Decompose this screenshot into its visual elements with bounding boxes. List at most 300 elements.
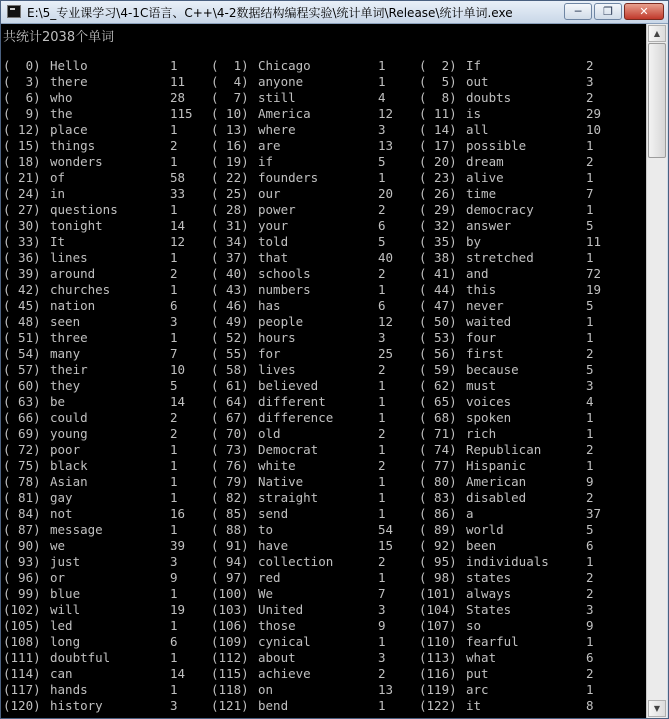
word-text: many xyxy=(50,346,81,361)
word-count: 3 xyxy=(586,74,594,89)
word-text: individuals xyxy=(466,554,549,569)
word-count: 7 xyxy=(586,186,594,201)
word-text: America xyxy=(258,106,311,121)
word-count: 10 xyxy=(170,362,186,377)
word-count: 15 xyxy=(378,538,394,553)
window-title: E:\5_专业课学习\4-1C语言、C++\4-2数据结构编程实验\统计单词\Release\统计单词.exe xyxy=(27,6,513,20)
word-count: 1 xyxy=(170,250,178,265)
console-line xyxy=(1,218,646,234)
word-count: 6 xyxy=(378,218,386,233)
maximize-button[interactable]: ❐ xyxy=(594,3,622,20)
close-button[interactable]: ✕ xyxy=(624,3,664,20)
word-count: 13 xyxy=(378,138,394,153)
word-text: cynical xyxy=(258,634,311,649)
word-text: doubts xyxy=(466,90,512,105)
word-count: 7 xyxy=(378,586,386,601)
word-text: blue xyxy=(50,586,81,601)
word-text: four xyxy=(466,330,497,345)
word-count: 14 xyxy=(170,666,186,681)
word-index: ( 89) xyxy=(419,522,457,537)
word-index: ( 91) xyxy=(211,538,249,553)
word-index: ( 54) xyxy=(3,346,41,361)
word-index: ( 32) xyxy=(419,218,457,233)
word-index: ( 27) xyxy=(3,202,41,217)
word-count: 1 xyxy=(170,202,178,217)
word-index: (109) xyxy=(211,634,249,649)
word-count: 9 xyxy=(170,570,178,585)
console-line xyxy=(1,554,646,570)
word-text: who xyxy=(50,90,73,105)
word-count: 72 xyxy=(586,266,602,281)
word-text: people xyxy=(258,314,304,329)
word-count: 1 xyxy=(378,442,386,457)
word-count: 2 xyxy=(586,586,594,601)
word-index: ( 15) xyxy=(3,138,41,153)
word-index: ( 98) xyxy=(419,570,457,585)
word-text: be xyxy=(50,394,66,409)
word-text: disabled xyxy=(466,490,527,505)
word-text: hours xyxy=(258,330,296,345)
word-text: their xyxy=(50,362,88,377)
word-text: this xyxy=(466,282,497,297)
word-count: 1 xyxy=(586,202,594,217)
word-count: 1 xyxy=(586,170,594,185)
console-line xyxy=(1,682,646,698)
scroll-up-arrow-icon[interactable]: ▲ xyxy=(648,25,666,42)
word-count: 1 xyxy=(170,522,178,537)
word-text: time xyxy=(466,186,497,201)
word-index: ( 84) xyxy=(3,506,41,521)
word-index: ( 0) xyxy=(3,58,41,73)
word-text: there xyxy=(50,74,88,89)
word-count: 33 xyxy=(170,186,186,201)
word-index: ( 86) xyxy=(419,506,457,521)
word-count: 1 xyxy=(170,58,178,73)
word-count: 58 xyxy=(170,170,186,185)
word-text: are xyxy=(258,138,281,153)
word-index: ( 73) xyxy=(211,442,249,457)
word-text: Chicago xyxy=(258,58,311,73)
word-index: ( 82) xyxy=(211,490,249,505)
word-text: Native xyxy=(258,474,304,489)
word-count: 11 xyxy=(170,74,186,89)
word-count: 2 xyxy=(378,266,386,281)
word-count: 9 xyxy=(586,618,594,633)
word-index: (113) xyxy=(419,650,457,665)
word-text: doubtful xyxy=(50,650,111,665)
word-text: believed xyxy=(258,378,319,393)
word-index: ( 96) xyxy=(3,570,41,585)
word-text: just xyxy=(50,554,81,569)
word-index: ( 20) xyxy=(419,154,457,169)
word-count: 37 xyxy=(586,506,602,521)
word-count: 25 xyxy=(378,346,394,361)
word-index: ( 94) xyxy=(211,554,249,569)
word-count: 2 xyxy=(170,138,178,153)
console-line xyxy=(1,490,646,506)
word-count: 9 xyxy=(378,618,386,633)
word-text: rich xyxy=(466,426,497,441)
word-count: 1 xyxy=(586,426,594,441)
word-count: 1 xyxy=(378,698,386,713)
word-index: ( 97) xyxy=(211,570,249,585)
word-text: anyone xyxy=(258,74,304,89)
console-line xyxy=(1,474,646,490)
word-text: they xyxy=(50,378,81,393)
word-text: what xyxy=(466,650,497,665)
word-text: place xyxy=(50,122,88,137)
word-count: 1 xyxy=(586,634,594,649)
word-index: (100) xyxy=(211,586,249,601)
word-index: ( 79) xyxy=(211,474,249,489)
word-text: not xyxy=(50,506,73,521)
word-index: ( 37) xyxy=(211,250,249,265)
word-index: (106) xyxy=(211,618,249,633)
word-count: 1 xyxy=(378,282,386,297)
word-index: ( 92) xyxy=(419,538,457,553)
word-text: difference xyxy=(258,410,334,425)
word-index: ( 31) xyxy=(211,218,249,233)
word-text: three xyxy=(50,330,88,345)
word-count: 28 xyxy=(170,90,186,105)
console-line xyxy=(1,282,646,298)
word-text: churches xyxy=(50,282,111,297)
console-line xyxy=(1,666,646,682)
word-count: 5 xyxy=(378,154,386,169)
word-text: Asian xyxy=(50,474,88,489)
word-text: those xyxy=(258,618,296,633)
word-index: ( 2) xyxy=(419,58,457,73)
word-index: ( 65) xyxy=(419,394,457,409)
word-index: ( 60) xyxy=(3,378,41,393)
word-index: ( 95) xyxy=(419,554,457,569)
word-text: have xyxy=(258,538,289,553)
console-line xyxy=(1,458,646,474)
word-index: ( 55) xyxy=(211,346,249,361)
word-index: ( 11) xyxy=(419,106,457,121)
word-index: ( 45) xyxy=(3,298,41,313)
word-index: ( 56) xyxy=(419,346,457,361)
word-text: schools xyxy=(258,266,311,281)
word-count: 3 xyxy=(170,554,178,569)
word-text: out xyxy=(466,74,489,89)
word-text: old xyxy=(258,426,281,441)
word-index: ( 34) xyxy=(211,234,249,249)
word-index: (119) xyxy=(419,682,457,697)
word-count: 2 xyxy=(586,154,594,169)
word-index: ( 18) xyxy=(3,154,41,169)
word-text: can xyxy=(50,666,73,681)
word-index: ( 22) xyxy=(211,170,249,185)
word-text: founders xyxy=(258,170,319,185)
word-text: states xyxy=(466,570,512,585)
word-index: ( 85) xyxy=(211,506,249,521)
word-text: black xyxy=(50,458,88,473)
word-index: (117) xyxy=(3,682,41,697)
word-text: about xyxy=(258,650,296,665)
word-count: 29 xyxy=(586,106,602,121)
word-count: 1 xyxy=(586,554,594,569)
word-text: message xyxy=(50,522,103,537)
console-line xyxy=(1,506,646,522)
word-count: 3 xyxy=(170,314,178,329)
word-text: numbers xyxy=(258,282,311,297)
word-text: It xyxy=(50,234,66,249)
word-index: ( 90) xyxy=(3,538,41,553)
word-index: ( 41) xyxy=(419,266,457,281)
word-index: (108) xyxy=(3,634,41,649)
console-line xyxy=(1,122,646,138)
word-text: first xyxy=(466,346,504,361)
word-index: ( 68) xyxy=(419,410,457,425)
word-text: waited xyxy=(466,314,512,329)
word-count: 115 xyxy=(170,106,193,121)
word-text: arc xyxy=(466,682,489,697)
word-text: questions xyxy=(50,202,118,217)
word-index: ( 9) xyxy=(3,106,41,121)
word-index: ( 14) xyxy=(419,122,457,137)
word-count: 14 xyxy=(170,218,186,233)
word-count: 20 xyxy=(378,186,394,201)
word-count: 1 xyxy=(586,314,594,329)
word-index: (101) xyxy=(419,586,457,601)
console-line xyxy=(1,154,646,170)
word-count: 1 xyxy=(378,170,386,185)
word-text: that xyxy=(258,250,289,265)
word-index: ( 99) xyxy=(3,586,41,601)
word-index: ( 36) xyxy=(3,250,41,265)
console-line xyxy=(1,106,646,122)
word-text: must xyxy=(466,378,497,393)
word-count: 4 xyxy=(378,90,386,105)
word-text: to xyxy=(258,522,274,537)
word-count: 2 xyxy=(586,570,594,585)
word-text: If xyxy=(466,58,482,73)
word-count: 1 xyxy=(170,458,178,473)
word-text: never xyxy=(466,298,504,313)
word-count: 6 xyxy=(378,298,386,313)
word-count: 13 xyxy=(378,682,394,697)
word-count: 2 xyxy=(170,266,178,281)
word-index: (107) xyxy=(419,618,457,633)
word-text: Democrat xyxy=(258,442,319,457)
word-text: by xyxy=(466,234,482,249)
word-text: hands xyxy=(50,682,88,697)
word-index: ( 78) xyxy=(3,474,41,489)
word-index: ( 4) xyxy=(211,74,249,89)
word-text: red xyxy=(258,570,281,585)
word-index: (105) xyxy=(3,618,41,633)
word-index: ( 8) xyxy=(419,90,457,105)
word-text: answer xyxy=(466,218,512,233)
word-text: will xyxy=(50,602,81,617)
word-index: ( 3) xyxy=(3,74,41,89)
word-text: where xyxy=(258,122,296,137)
console-line xyxy=(1,58,646,74)
word-index: ( 83) xyxy=(419,490,457,505)
console-line xyxy=(1,618,646,634)
console-line xyxy=(1,138,646,154)
word-index: ( 48) xyxy=(3,314,41,329)
word-text: lines xyxy=(50,250,88,265)
word-count: 3 xyxy=(378,650,386,665)
word-index: ( 77) xyxy=(419,458,457,473)
word-text: been xyxy=(466,538,497,553)
word-index: ( 25) xyxy=(211,186,249,201)
word-index: ( 66) xyxy=(3,410,41,425)
word-index: (115) xyxy=(211,666,249,681)
word-count: 3 xyxy=(170,698,178,713)
console-line xyxy=(1,378,646,394)
word-index: ( 16) xyxy=(211,138,249,153)
word-index: (116) xyxy=(419,666,457,681)
word-count: 3 xyxy=(586,602,594,617)
word-index: (112) xyxy=(211,650,249,665)
console-app-icon xyxy=(7,5,21,18)
word-text: fearful xyxy=(466,634,519,649)
word-text: seen xyxy=(50,314,81,329)
console-line xyxy=(1,634,646,650)
word-index: ( 63) xyxy=(3,394,41,409)
word-text: send xyxy=(258,506,289,521)
word-text: wonders xyxy=(50,154,103,169)
word-text: different xyxy=(258,394,326,409)
word-index: ( 81) xyxy=(3,490,41,505)
word-count: 1 xyxy=(378,506,386,521)
word-index: (111) xyxy=(3,650,41,665)
scrollbar-thumb[interactable] xyxy=(648,43,666,158)
word-text: straight xyxy=(258,490,319,505)
word-index: ( 21) xyxy=(3,170,41,185)
console-line xyxy=(1,250,646,266)
word-text: so xyxy=(466,618,482,633)
word-text: if xyxy=(258,154,274,169)
word-count: 6 xyxy=(586,650,594,665)
word-index: ( 10) xyxy=(211,106,249,121)
word-index: (102) xyxy=(3,602,41,617)
minimize-button[interactable]: ─ xyxy=(564,3,592,20)
console-line xyxy=(1,266,646,282)
word-index: (121) xyxy=(211,698,249,713)
word-index: ( 67) xyxy=(211,410,249,425)
word-text: long xyxy=(50,634,81,649)
console-output[interactable] xyxy=(1,24,646,718)
word-index: ( 62) xyxy=(419,378,457,393)
word-text: We xyxy=(258,586,274,601)
word-text: Republican xyxy=(466,442,542,457)
word-index: ( 12) xyxy=(3,122,41,137)
word-index: ( 26) xyxy=(419,186,457,201)
word-text: lives xyxy=(258,362,296,377)
word-index: ( 43) xyxy=(211,282,249,297)
console-line xyxy=(1,170,646,186)
word-text: and xyxy=(466,266,489,281)
word-count: 5 xyxy=(586,362,594,377)
word-count: 40 xyxy=(378,250,394,265)
word-count: 11 xyxy=(586,234,602,249)
word-count: 54 xyxy=(378,522,394,537)
word-count: 1 xyxy=(378,490,386,505)
console-line xyxy=(1,234,646,250)
word-index: ( 59) xyxy=(419,362,457,377)
word-text: poor xyxy=(50,442,81,457)
word-text: things xyxy=(50,138,96,153)
word-index: (114) xyxy=(3,666,41,681)
word-count: 10 xyxy=(586,122,602,137)
word-text: white xyxy=(258,458,296,473)
word-count: 1 xyxy=(378,570,386,585)
word-text: dream xyxy=(466,154,504,169)
word-count: 12 xyxy=(378,106,394,121)
word-count: 1 xyxy=(170,122,178,137)
word-count: 12 xyxy=(170,234,186,249)
word-count: 2 xyxy=(378,362,386,377)
word-text: of xyxy=(50,170,66,185)
word-count: 5 xyxy=(170,378,178,393)
word-text: democracy xyxy=(466,202,534,217)
word-count: 3 xyxy=(586,378,594,393)
word-index: ( 50) xyxy=(419,314,457,329)
word-text: it xyxy=(466,698,482,713)
word-count: 4 xyxy=(586,394,594,409)
word-count: 1 xyxy=(170,650,178,665)
word-count: 39 xyxy=(170,538,186,553)
word-text: in xyxy=(50,186,66,201)
word-text: still xyxy=(258,90,296,105)
console-line xyxy=(1,90,646,106)
word-count: 1 xyxy=(170,682,178,697)
word-count: 1 xyxy=(378,394,386,409)
word-text: all xyxy=(466,122,489,137)
word-text: around xyxy=(50,266,96,281)
word-text: the xyxy=(50,106,73,121)
word-index: ( 71) xyxy=(419,426,457,441)
word-index: ( 17) xyxy=(419,138,457,153)
word-count: 2 xyxy=(586,346,594,361)
word-index: ( 76) xyxy=(211,458,249,473)
word-count: 2 xyxy=(378,458,386,473)
word-count: 14 xyxy=(170,394,186,409)
word-count: 1 xyxy=(170,474,178,489)
word-text: voices xyxy=(466,394,512,409)
word-index: ( 33) xyxy=(3,234,41,249)
scroll-down-arrow-icon[interactable]: ▼ xyxy=(648,700,666,717)
word-text: alive xyxy=(466,170,504,185)
title-bar[interactable] xyxy=(1,1,668,24)
word-count: 1 xyxy=(378,634,386,649)
word-text: history xyxy=(50,698,103,713)
console-line xyxy=(1,394,646,410)
word-index: (120) xyxy=(3,698,41,713)
word-index: ( 29) xyxy=(419,202,457,217)
word-index: ( 69) xyxy=(3,426,41,441)
word-count: 9 xyxy=(586,474,594,489)
word-count: 5 xyxy=(586,522,594,537)
vertical-scrollbar[interactable] xyxy=(646,24,667,718)
word-count: 19 xyxy=(586,282,602,297)
console-line xyxy=(1,298,646,314)
word-index: ( 39) xyxy=(3,266,41,281)
word-count: 2 xyxy=(586,666,594,681)
word-text: States xyxy=(466,602,512,617)
word-index: ( 57) xyxy=(3,362,41,377)
word-index: ( 88) xyxy=(211,522,249,537)
word-index: ( 93) xyxy=(3,554,41,569)
word-text: has xyxy=(258,298,281,313)
word-count: 1 xyxy=(378,410,386,425)
word-index: ( 52) xyxy=(211,330,249,345)
console-line xyxy=(1,426,646,442)
